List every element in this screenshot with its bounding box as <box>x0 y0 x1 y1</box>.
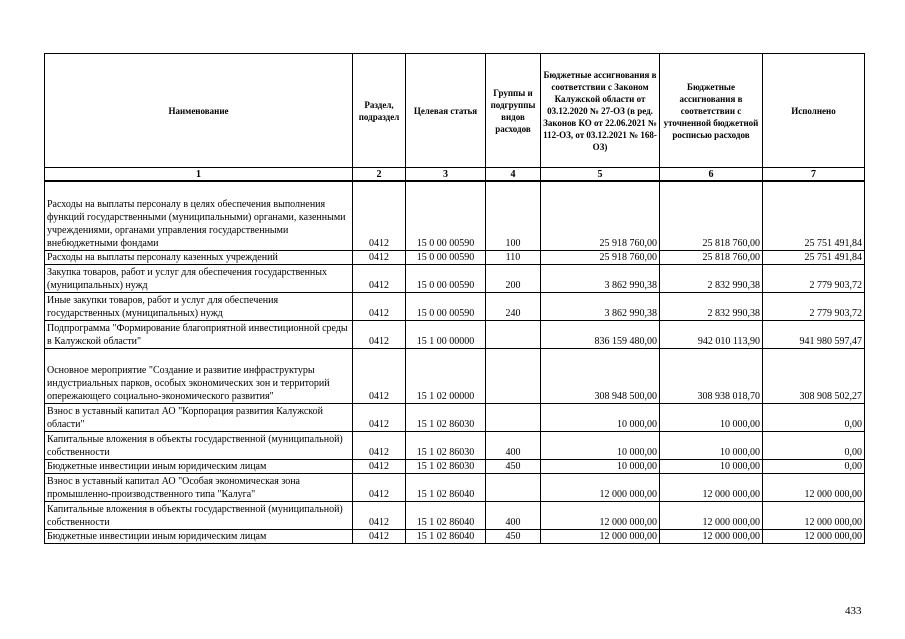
row-article: 15 1 02 86040 <box>406 473 486 501</box>
row-schedule-amount: 12 000 000,00 <box>660 529 763 543</box>
row-law-amount: 3 862 990,38 <box>541 264 660 292</box>
row-name: Подпрограмма "Формирование благоприятной инвестиционной среды в Калужской области" <box>45 320 353 348</box>
row-executed-amount: 2 779 903,72 <box>763 264 865 292</box>
column-number: 3 <box>406 168 486 182</box>
header-section: Раздел, подраздел <box>353 54 406 168</box>
row-schedule-amount: 10 000,00 <box>660 431 763 459</box>
row-group: 110 <box>486 250 541 264</box>
row-executed-amount: 308 908 502,27 <box>763 348 865 403</box>
row-section: 0412 <box>353 181 406 250</box>
row-executed-amount: 0,00 <box>763 403 865 431</box>
row-section: 0412 <box>353 501 406 529</box>
row-group <box>486 348 541 403</box>
row-schedule-amount: 12 000 000,00 <box>660 501 763 529</box>
table-row <box>45 320 865 348</box>
column-number: 1 <box>45 168 353 182</box>
row-name: Расходы на выплаты персоналу казенных учреждений <box>45 250 353 264</box>
table-row <box>45 459 865 473</box>
row-schedule-amount: 942 010 113,90 <box>660 320 763 348</box>
row-group <box>486 473 541 501</box>
row-name: Закупка товаров, работ и услуг для обеспечения государственных (муниципальных) нужд <box>45 264 353 292</box>
row-group: 100 <box>486 181 541 250</box>
row-section: 0412 <box>353 529 406 543</box>
row-schedule-amount: 10 000,00 <box>660 403 763 431</box>
row-schedule-amount: 25 818 760,00 <box>660 181 763 250</box>
row-schedule-amount: 2 832 990,38 <box>660 292 763 320</box>
row-article: 15 1 02 86040 <box>406 501 486 529</box>
row-name: Бюджетные инвестиции иным юридическим лицам <box>45 529 353 543</box>
row-law-amount: 12 000 000,00 <box>541 473 660 501</box>
row-name: Иные закупки товаров, работ и услуг для обеспечения государственных (муниципальных) нужд <box>45 292 353 320</box>
row-group: 400 <box>486 501 541 529</box>
row-schedule-amount: 10 000,00 <box>660 459 763 473</box>
row-group: 400 <box>486 431 541 459</box>
row-schedule-amount: 2 832 990,38 <box>660 264 763 292</box>
column-number: 4 <box>486 168 541 182</box>
row-name: Расходы на выплаты персоналу в целях обеспечения выполнения функций государственными (муниципальными) органами, казенными учреждениями, органами управления государственными внебюджетными фондами <box>45 181 353 250</box>
table-row <box>45 529 865 543</box>
row-section: 0412 <box>353 473 406 501</box>
row-article: 15 1 02 86030 <box>406 403 486 431</box>
row-group: 450 <box>486 529 541 543</box>
row-name: Основное мероприятие "Создание и развитие инфраструктуры индустриальных парков, особых экономических зон и территорий опережающего социально-экономического развития" <box>45 348 353 403</box>
row-section: 0412 <box>353 250 406 264</box>
row-executed-amount: 2 779 903,72 <box>763 292 865 320</box>
header-schedule-allocations: Бюджетные ассигнования в соответствии с уточненной бюджетной росписью расходов <box>660 54 763 168</box>
row-article: 15 0 00 00590 <box>406 181 486 250</box>
row-section: 0412 <box>353 348 406 403</box>
table-row <box>45 264 865 292</box>
row-section: 0412 <box>353 459 406 473</box>
row-executed-amount: 0,00 <box>763 431 865 459</box>
row-section: 0412 <box>353 431 406 459</box>
table-row <box>45 473 865 501</box>
column-number-row <box>45 168 865 182</box>
row-section: 0412 <box>353 264 406 292</box>
row-law-amount: 10 000,00 <box>541 403 660 431</box>
row-section: 0412 <box>353 403 406 431</box>
header-law-allocations: Бюджетные ассигнования в соответствии с Законом Калужской области от 03.12.2020 № 27-ОЗ (в ред. Законов КО от 22.06.2021 № 112-ОЗ, от 03.12.2021 № 168-ОЗ) <box>541 54 660 168</box>
row-article: 15 0 00 00590 <box>406 264 486 292</box>
table-row <box>45 403 865 431</box>
row-section: 0412 <box>353 320 406 348</box>
row-article: 15 1 02 86030 <box>406 431 486 459</box>
header-expense-group: Группы и подгруппы видов расходов <box>486 54 541 168</box>
row-article: 15 1 02 00000 <box>406 348 486 403</box>
table-row <box>45 501 865 529</box>
row-group: 240 <box>486 292 541 320</box>
row-law-amount: 12 000 000,00 <box>541 529 660 543</box>
table-row <box>45 181 865 250</box>
row-group: 450 <box>486 459 541 473</box>
row-schedule-amount: 25 818 760,00 <box>660 250 763 264</box>
row-executed-amount: 12 000 000,00 <box>763 529 865 543</box>
row-law-amount: 3 862 990,38 <box>541 292 660 320</box>
row-law-amount: 10 000,00 <box>541 431 660 459</box>
row-section: 0412 <box>353 292 406 320</box>
row-law-amount: 836 159 480,00 <box>541 320 660 348</box>
budget-execution-table <box>44 53 865 544</box>
header-executed: Исполнено <box>763 54 865 168</box>
header-row <box>45 54 865 168</box>
column-number: 2 <box>353 168 406 182</box>
page-number: 433 <box>845 605 862 617</box>
header-target-article: Целевая статья <box>406 54 486 168</box>
row-name: Взнос в уставный капитал АО "Корпорация развития Калужской области" <box>45 403 353 431</box>
table-row <box>45 250 865 264</box>
column-number: 5 <box>541 168 660 182</box>
row-article: 15 0 00 00590 <box>406 292 486 320</box>
row-executed-amount: 0,00 <box>763 459 865 473</box>
row-article: 15 1 02 86040 <box>406 529 486 543</box>
column-number: 6 <box>660 168 763 182</box>
row-law-amount: 25 918 760,00 <box>541 181 660 250</box>
table-row <box>45 348 865 403</box>
row-schedule-amount: 308 938 018,70 <box>660 348 763 403</box>
row-schedule-amount: 12 000 000,00 <box>660 473 763 501</box>
row-article: 15 0 00 00590 <box>406 250 486 264</box>
row-law-amount: 10 000,00 <box>541 459 660 473</box>
table-row <box>45 292 865 320</box>
row-law-amount: 308 948 500,00 <box>541 348 660 403</box>
row-article: 15 1 00 00000 <box>406 320 486 348</box>
row-law-amount: 25 918 760,00 <box>541 250 660 264</box>
row-law-amount: 12 000 000,00 <box>541 501 660 529</box>
row-executed-amount: 25 751 491,84 <box>763 250 865 264</box>
row-group <box>486 320 541 348</box>
header-name: Наименование <box>45 54 353 168</box>
row-executed-amount: 941 980 597,47 <box>763 320 865 348</box>
row-name: Капитальные вложения в объекты государственной (муниципальной) собственности <box>45 501 353 529</box>
table-row <box>45 431 865 459</box>
row-executed-amount: 25 751 491,84 <box>763 181 865 250</box>
row-group <box>486 403 541 431</box>
row-group: 200 <box>486 264 541 292</box>
row-executed-amount: 12 000 000,00 <box>763 473 865 501</box>
row-name: Капитальные вложения в объекты государственной (муниципальной) собственности <box>45 431 353 459</box>
column-number: 7 <box>763 168 865 182</box>
row-executed-amount: 12 000 000,00 <box>763 501 865 529</box>
row-name: Бюджетные инвестиции иным юридическим лицам <box>45 459 353 473</box>
row-name: Взнос в уставный капитал АО "Особая экономическая зона промышленно-производственного типа "Калуга" <box>45 473 353 501</box>
row-article: 15 1 02 86030 <box>406 459 486 473</box>
